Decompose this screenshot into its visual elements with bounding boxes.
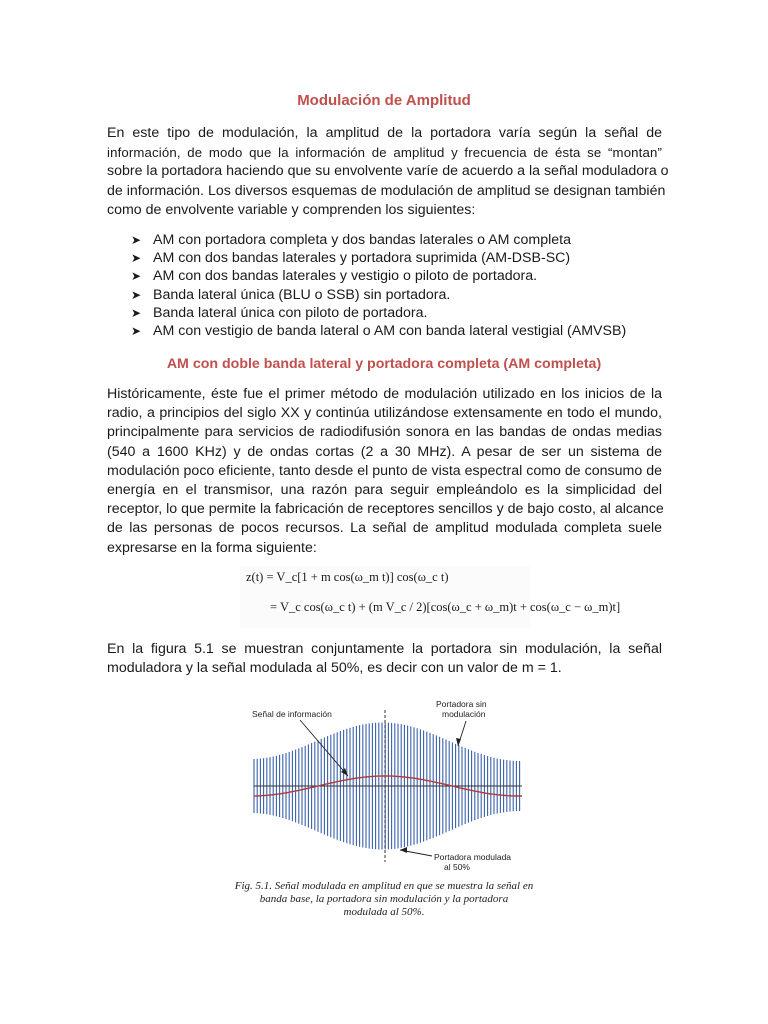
arrow-bullet-icon: ➤: [131, 269, 142, 284]
intro-line: información, de modo que la información de amplitud y frecuencia de ésta se “montan”: [107, 145, 662, 161]
label-modulated-carrier-2: al 50%: [444, 862, 470, 872]
list-item-text: AM con portadora completa y dos bandas laterales o AM completa: [153, 232, 571, 248]
list-item-text: AM con dos bandas laterales y portadora suprimida (AM-DSB-SC): [153, 250, 571, 267]
figure-caption: [0, 880, 768, 919]
section-subtitle: AM con doble banda lateral y portadora completa (AM completa): [166, 356, 602, 372]
arrowhead-icon: [456, 738, 461, 746]
list-item: [131, 304, 626, 322]
caption-line: modulada al 50%.: [343, 906, 425, 918]
figure-intro-line: En la figura 5.1 se muestran conjuntamente la portadora sin modulación, la señal: [107, 641, 662, 657]
intro-line: de información. Los diversos esquemas de modulación de amplitud se designan también: [107, 182, 666, 199]
arrow-bullet-icon: ➤: [131, 233, 142, 247]
page-title: Modulación de Amplitud: [297, 92, 471, 109]
list-item-text: AM con dos bandas laterales y vestigio o piloto de portadora.: [153, 268, 538, 285]
intro-line: sobre la portadora haciendo que su envolvente varíe de acuerdo a la señal moduladora o: [107, 163, 669, 180]
history-paragraph: [107, 385, 662, 558]
list-item: [131, 286, 626, 304]
history-line: expresarse en la forma siguiente:: [107, 539, 317, 556]
intro-paragraph: [107, 124, 669, 220]
list-item-text: Banda lateral única (BLU o SSB) sin portadora.: [153, 286, 451, 303]
history-line: principalmente para servicios de radiodifusión sonora en las bandas de ondas medias: [107, 424, 662, 441]
history-line: receptor, lo que permite la fabricación de receptores sencillos y de bajo costo, al alcance: [107, 501, 664, 518]
history-line: modulación poco eficiente, tanto desde el punto de vista espectral como de consumo de: [107, 462, 662, 479]
list-item: [131, 231, 626, 249]
caption-line: Fig. 5.1. Señal modulada en amplitud en que se muestra la señal en: [234, 880, 534, 892]
am-formula: [240, 566, 621, 628]
history-line: (540 a 1600 KHz) y de ondas cortas (2 a 30 MHz). A pesar de ser un sistema de: [107, 443, 662, 460]
list-item: [131, 249, 626, 267]
arrow-bullet-icon: ➤: [131, 324, 142, 339]
modulation-types-list: [131, 231, 626, 340]
arrow-bullet-icon: ➤: [131, 287, 142, 302]
arrowhead-icon: [400, 847, 407, 853]
history-line: de las personas de pocos recursos. La señal de amplitud modulada completa suele: [107, 520, 662, 537]
list-item-text: AM con vestigio de banda lateral o AM con banda lateral vestigial (AMVSB): [153, 323, 627, 340]
list-item: [131, 267, 626, 285]
label-modulated-carrier-1: Portadora modulada: [434, 852, 512, 862]
history-line: Históricamente, éste fue el primer método de modulación utilizado en los inicios de la: [107, 386, 662, 402]
label-information-signal: Señal de información: [252, 709, 332, 719]
arrow-bullet-icon: ➤: [131, 305, 142, 320]
list-item: [131, 322, 626, 340]
caption-line: banda base, la portadora sin modulación y la portadora: [259, 893, 509, 905]
arrow-bullet-icon: ➤: [131, 251, 142, 266]
history-line: radio, a principios del siglo XX y continúa utilizándose extensamente en todo el mundo,: [107, 405, 662, 422]
formula-line-2: = V_c cos(ω_c t) + (m V_c / 2)[cos(ω_c + ω_m)t + cos(ω_c − ω_m)t]: [270, 600, 621, 614]
label-carrier-unmodulated-1: Portadora sin: [436, 699, 487, 709]
label-carrier-unmodulated-2: modulación: [442, 709, 486, 719]
formula-line-1: z(t) = V_c[1 + m cos(ω_m t)] cos(ω_c t): [246, 570, 449, 584]
figure-intro-line: moduladora y la señal modulada al 50%, es decir con un valor de m = 1.: [107, 660, 562, 677]
intro-line: como de envolvente variable y comprenden los siguientes:: [107, 201, 476, 218]
history-line: energía en el transmisor, una razón para seguir empleándolo es la simplicidad del: [107, 482, 662, 499]
intro-line: En este tipo de modulación, la amplitud de la portadora varía según la señal de: [107, 125, 662, 141]
list-item-text: Banda lateral única con piloto de portadora.: [153, 304, 428, 321]
figure-intro-paragraph: [107, 640, 662, 678]
